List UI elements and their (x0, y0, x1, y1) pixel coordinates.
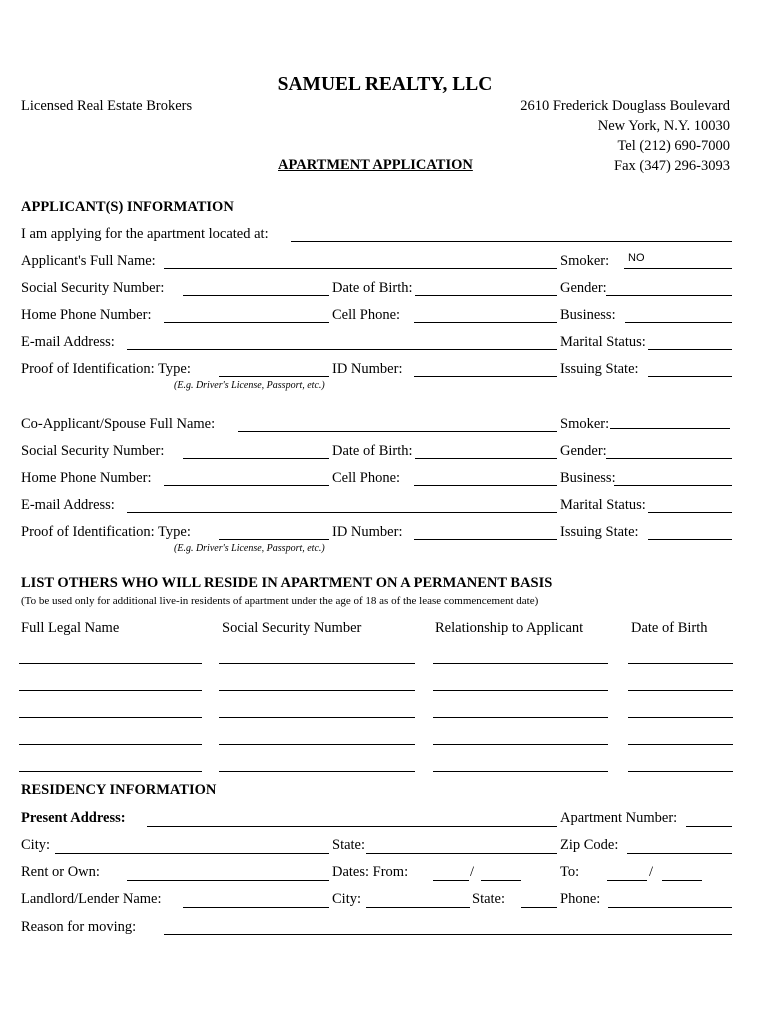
applicant-proof-hint: (E.g. Driver's License, Passport, etc.) (174, 380, 325, 391)
applicant-home-phone-field[interactable] (164, 322, 329, 323)
co-applicant-business-label: Business: (560, 470, 616, 486)
co-applicant-home-phone-label: Home Phone Number: (21, 470, 152, 486)
applicant-ssn-label: Social Security Number: (21, 280, 165, 296)
co-applicant-issuing-state-label: Issuing State: (560, 524, 639, 540)
resident-dob-field[interactable] (628, 717, 733, 718)
co-applicant-proof-type-field[interactable] (219, 539, 329, 540)
dates-from-year-field[interactable] (481, 880, 521, 881)
zip-code-field[interactable] (627, 853, 732, 854)
co-applicant-full-name-field[interactable] (238, 431, 557, 432)
applicant-gender-field[interactable] (606, 295, 732, 296)
applicant-business-field[interactable] (625, 322, 732, 323)
co-applicant-ssn-label: Social Security Number: (21, 443, 165, 459)
resident-dob-field[interactable] (628, 744, 733, 745)
applicant-marital-label: Marital Status: (560, 334, 646, 350)
company-tagline: Licensed Real Estate Brokers (21, 98, 193, 114)
applicant-home-phone-label: Home Phone Number: (21, 307, 152, 323)
resident-name-field[interactable] (19, 663, 202, 664)
applicant-proof-type-field[interactable] (219, 376, 329, 377)
co-applicant-full-name-label: Co-Applicant/Spouse Full Name: (21, 416, 216, 432)
resident-name-field[interactable] (19, 771, 202, 772)
resident-ssn-field[interactable] (219, 717, 415, 718)
resident-dob-field[interactable] (628, 690, 733, 691)
resident-dob-field[interactable] (628, 663, 733, 664)
column-full-legal-name: Full Legal Name (21, 620, 120, 636)
residents-section-title: LIST OTHERS WHO WILL RESIDE IN APARTMENT ON A PERMANENT BASIS (21, 575, 553, 591)
co-applicant-email-label: E-mail Address: (21, 497, 115, 513)
applicant-marital-field[interactable] (648, 349, 732, 350)
co-applicant-marital-label: Marital Status: (560, 497, 646, 513)
co-applicant-dob-field[interactable] (415, 458, 557, 459)
applicant-dob-field[interactable] (415, 295, 557, 296)
dates-to-separator: / (649, 864, 654, 880)
co-applicant-cell-field[interactable] (414, 485, 557, 486)
applicant-smoker-value: NO (628, 252, 645, 264)
co-applicant-marital-field[interactable] (648, 512, 732, 513)
state-label: State: (332, 837, 366, 853)
company-tel: Tel (212) 690-7000 (617, 138, 730, 154)
residency-section-title: RESIDENCY INFORMATION (21, 782, 217, 798)
dates-to-label: To: (560, 864, 580, 880)
co-applicant-home-phone-field[interactable] (164, 485, 329, 486)
apartment-number-field[interactable] (686, 826, 732, 827)
landlord-name-field[interactable] (183, 907, 329, 908)
applicant-ssn-field[interactable] (183, 295, 329, 296)
present-address-field[interactable] (147, 826, 557, 827)
landlord-city-field[interactable] (366, 907, 470, 908)
co-applicant-cell-label: Cell Phone: (332, 470, 401, 486)
co-applicant-id-number-field[interactable] (414, 539, 557, 540)
resident-relationship-field[interactable] (433, 771, 608, 772)
co-applicant-proof-label: Proof of Identification: Type: (21, 524, 191, 540)
applicant-email-label: E-mail Address: (21, 334, 115, 350)
applicant-gender-label: Gender: (560, 280, 607, 296)
reason-for-moving-field[interactable] (164, 934, 732, 935)
zip-code-label: Zip Code: (560, 837, 619, 853)
applicant-issuing-state-field[interactable] (648, 376, 732, 377)
city-label: City: (21, 837, 51, 853)
resident-ssn-field[interactable] (219, 771, 415, 772)
landlord-state-field[interactable] (521, 907, 557, 908)
applicant-proof-label: Proof of Identification: Type: (21, 361, 191, 377)
co-applicant-email-field[interactable] (127, 512, 557, 513)
apartment-location-label: I am applying for the apartment located at: (21, 226, 269, 242)
dates-to-month-field[interactable] (607, 880, 647, 881)
resident-ssn-field[interactable] (219, 663, 415, 664)
company-name: SAMUEL REALTY, LLC (277, 74, 493, 95)
dates-from-label: Dates: From: (332, 864, 409, 880)
applicant-cell-label: Cell Phone: (332, 307, 401, 323)
dates-from-separator: / (470, 864, 475, 880)
resident-ssn-field[interactable] (219, 690, 415, 691)
landlord-state-label: State: (472, 891, 506, 907)
rent-or-own-field[interactable] (127, 880, 329, 881)
dates-from-month-field[interactable] (433, 880, 469, 881)
apartment-location-field[interactable] (291, 241, 732, 242)
rent-or-own-label: Rent or Own: (21, 864, 100, 880)
applicant-business-label: Business: (560, 307, 616, 323)
co-applicant-proof-hint: (E.g. Driver's License, Passport, etc.) (174, 543, 325, 554)
co-applicant-smoker-field[interactable] (610, 428, 730, 429)
column-date-of-birth: Date of Birth (631, 620, 708, 636)
reason-for-moving-label: Reason for moving: (21, 919, 137, 935)
dates-to-year-field[interactable] (662, 880, 702, 881)
applicant-full-name-field[interactable] (164, 268, 557, 269)
form-title: APARTMENT APPLICATION (278, 157, 473, 173)
city-field[interactable] (55, 853, 329, 854)
company-address-line2: New York, N.Y. 10030 (597, 118, 730, 134)
landlord-city-label: City: (332, 891, 362, 907)
applicant-cell-field[interactable] (414, 322, 557, 323)
landlord-name-label: Landlord/Lender Name: (21, 891, 162, 907)
landlord-phone-field[interactable] (608, 907, 732, 908)
column-social-security-number: Social Security Number (222, 620, 362, 636)
applicant-smoker-label: Smoker: (560, 253, 610, 269)
company-address-line1: 2610 Frederick Douglass Boulevard (520, 98, 730, 114)
resident-name-field[interactable] (19, 717, 202, 718)
applicant-email-field[interactable] (127, 349, 557, 350)
co-applicant-business-field[interactable] (614, 485, 732, 486)
resident-relationship-field[interactable] (433, 717, 608, 718)
co-applicant-id-number-label: ID Number: (332, 524, 403, 540)
present-address-label: Present Address: (21, 810, 126, 826)
resident-relationship-field[interactable] (433, 744, 608, 745)
applicant-smoker-field[interactable] (624, 268, 732, 269)
applicant-dob-label: Date of Birth: (332, 280, 413, 296)
applicants-section-title: APPLICANT(S) INFORMATION (21, 199, 234, 215)
applicant-issuing-state-label: Issuing State: (560, 361, 639, 377)
resident-dob-field[interactable] (628, 771, 733, 772)
resident-ssn-field[interactable] (219, 744, 415, 745)
resident-relationship-field[interactable] (433, 690, 608, 691)
apartment-number-label: Apartment Number: (560, 810, 678, 826)
applicant-id-number-label: ID Number: (332, 361, 403, 377)
co-applicant-smoker-label: Smoker: (560, 416, 610, 432)
resident-relationship-field[interactable] (433, 663, 608, 664)
landlord-phone-label: Phone: (560, 891, 601, 907)
resident-name-field[interactable] (19, 690, 202, 691)
residents-note: (To be used only for additional live-in residents of apartment under the age of 18 as of the lease commencement date) (21, 595, 539, 607)
co-applicant-gender-field[interactable] (606, 458, 732, 459)
resident-name-field[interactable] (19, 744, 202, 745)
state-field[interactable] (366, 853, 557, 854)
column-relationship-to-applicant: Relationship to Applicant (435, 620, 584, 636)
company-fax: Fax (347) 296-3093 (614, 158, 730, 174)
applicant-id-number-field[interactable] (414, 376, 557, 377)
applicant-full-name-label: Applicant's Full Name: (21, 253, 156, 269)
co-applicant-ssn-field[interactable] (183, 458, 329, 459)
co-applicant-issuing-state-field[interactable] (648, 539, 732, 540)
co-applicant-dob-label: Date of Birth: (332, 443, 413, 459)
co-applicant-gender-label: Gender: (560, 443, 607, 459)
